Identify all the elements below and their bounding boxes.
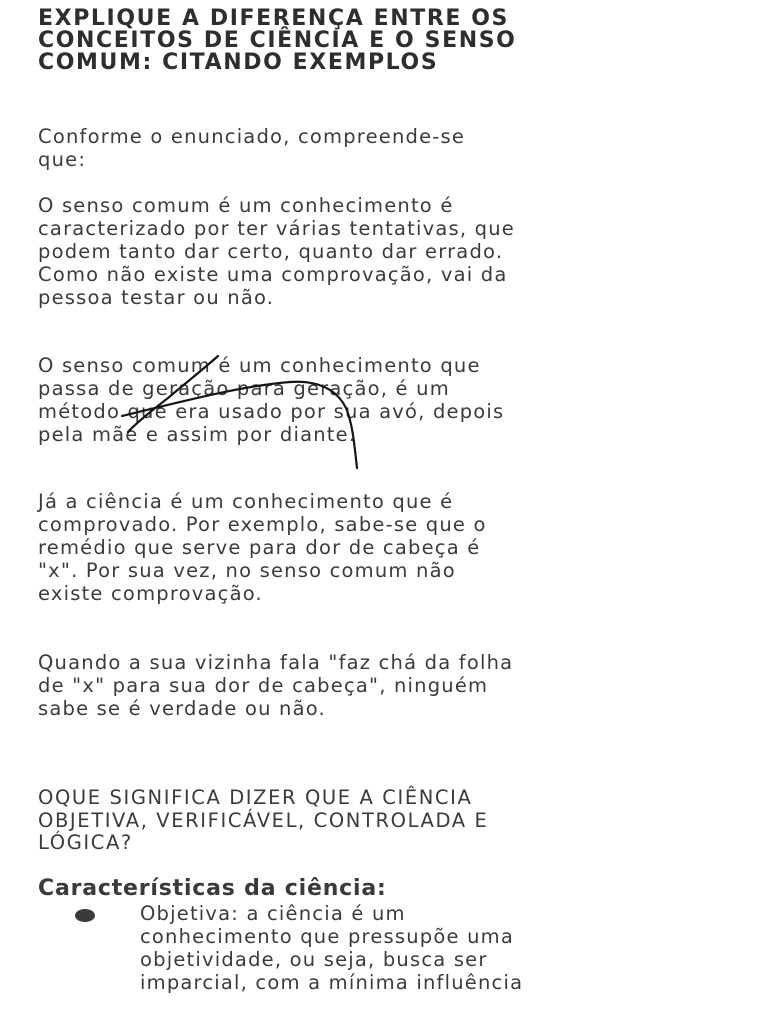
section-heading: Características da ciência: bbox=[38, 876, 387, 901]
bullet-dot-icon bbox=[75, 909, 95, 922]
paragraph-intro: Conforme o enunciado, compreende-se que: bbox=[38, 125, 466, 171]
bullet-item-objetiva: Objetiva: a ciência é um conhecimento que pressupõe uma objetividade, ou seja, busca ser imparcial, com a mínima influência bbox=[140, 902, 524, 994]
paragraph-vizinha-example: Quando a sua vizinha fala "faz chá da folha de "x" para sua dor de cabeça", ninguém sabe se é verdade ou não. bbox=[38, 651, 514, 720]
paragraph-ciencia-definition: Já a ciência é um conhecimento que é comprovado. Por exemplo, sabe-se que o remédio que serve para dor de cabeça é "x". Por sua vez, no senso comum não existe comprovação. bbox=[38, 490, 487, 605]
paragraph-senso-comum-definition: O senso comum é um conhecimento é caracterizado por ter várias tentativas, que podem tanto dar certo, quanto dar errado. Como não existe uma comprovação, vai da pessoa testar ou não. bbox=[38, 194, 515, 309]
paragraph-senso-comum-generations: O senso comum é um conhecimento que passa de geração para geração, é um método que era usado por sua avó, depois pela mãe e assim por diante. bbox=[38, 354, 505, 446]
document-title: EXPLIQUE A DIFERENÇA ENTRE OS CONCEITOS DE CIÊNCIA E O SENSO COMUM: CITANDO EXEMPLOS bbox=[38, 6, 517, 75]
question-text: OQUE SIGNIFICA DIZER QUE A CIÊNCIA OBJETIVA, VERIFICÁVEL, CONTROLADA E LÓGICA? bbox=[38, 786, 489, 854]
